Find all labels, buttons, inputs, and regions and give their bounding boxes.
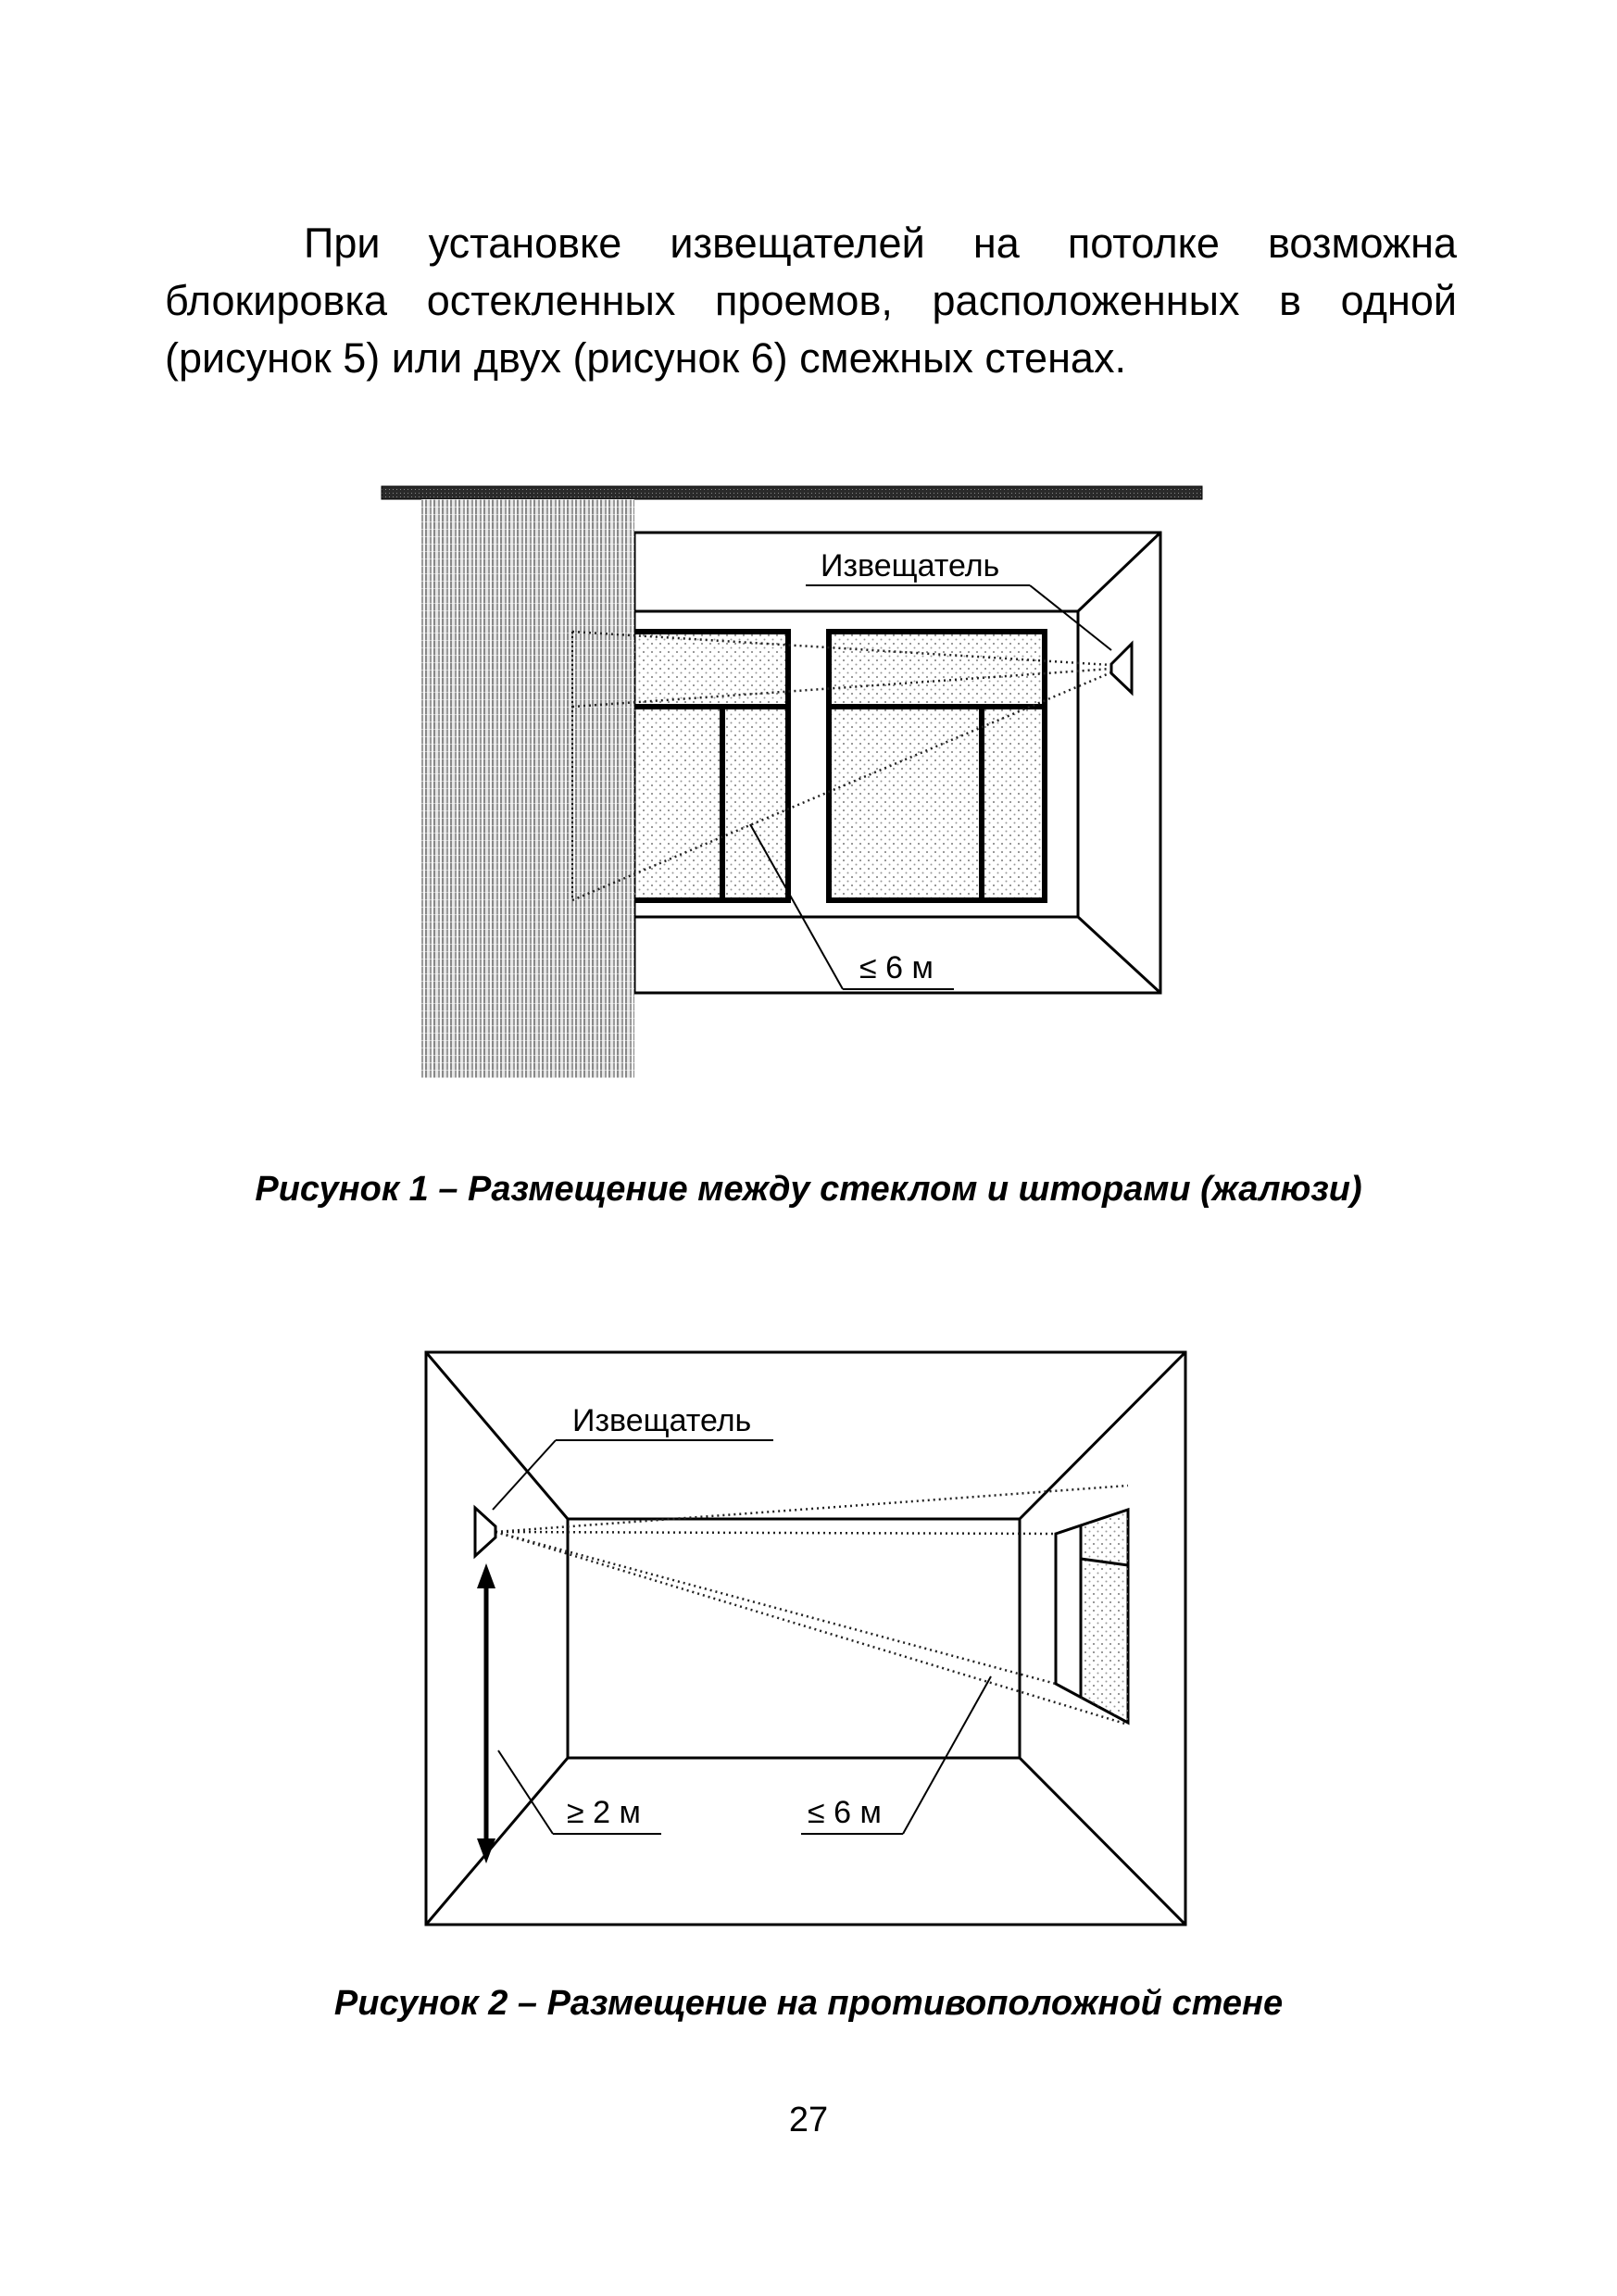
paragraph-line-3: (рисунок 5) или двух (рисунок 6) смежных стенах.: [165, 334, 1126, 382]
detector-icon: [1111, 644, 1132, 693]
figure-1-detector-label: Извещатель: [821, 548, 1000, 583]
page-number: 27: [788, 2101, 829, 2139]
ceiling-bar: [382, 486, 1202, 499]
figure-2-height-label: ≥ 2 м: [567, 1795, 641, 1830]
figure-2-diagram: [0, 1297, 1617, 1991]
paragraph-line-2: блокировка остекленных проемов, расположенных в одной: [165, 277, 1457, 324]
figure-2-caption: Рисунок 2 – Размещение на противоположной стене: [333, 1984, 1284, 2023]
figure-1-distance-label: ≤ 6 м: [859, 950, 934, 985]
detector-icon-2: [475, 1508, 495, 1556]
figure-1-diagram: [0, 0, 1617, 1111]
side-window: [1056, 1510, 1128, 1723]
curtain: [421, 499, 634, 1078]
height-arrow: [477, 1563, 495, 1863]
window-2: [829, 632, 1045, 900]
detection-beams-2: [495, 1486, 1128, 1725]
figure-2-distance-label: ≤ 6 м: [808, 1795, 882, 1830]
figure-2-detector-label: Извещатель: [572, 1403, 752, 1438]
paragraph-line-1: При установке извещателей на потолке возможна: [304, 220, 1457, 267]
figure-1-caption: Рисунок 1 – Размещение между стеклом и шторами (жалюзи): [255, 1170, 1362, 1209]
